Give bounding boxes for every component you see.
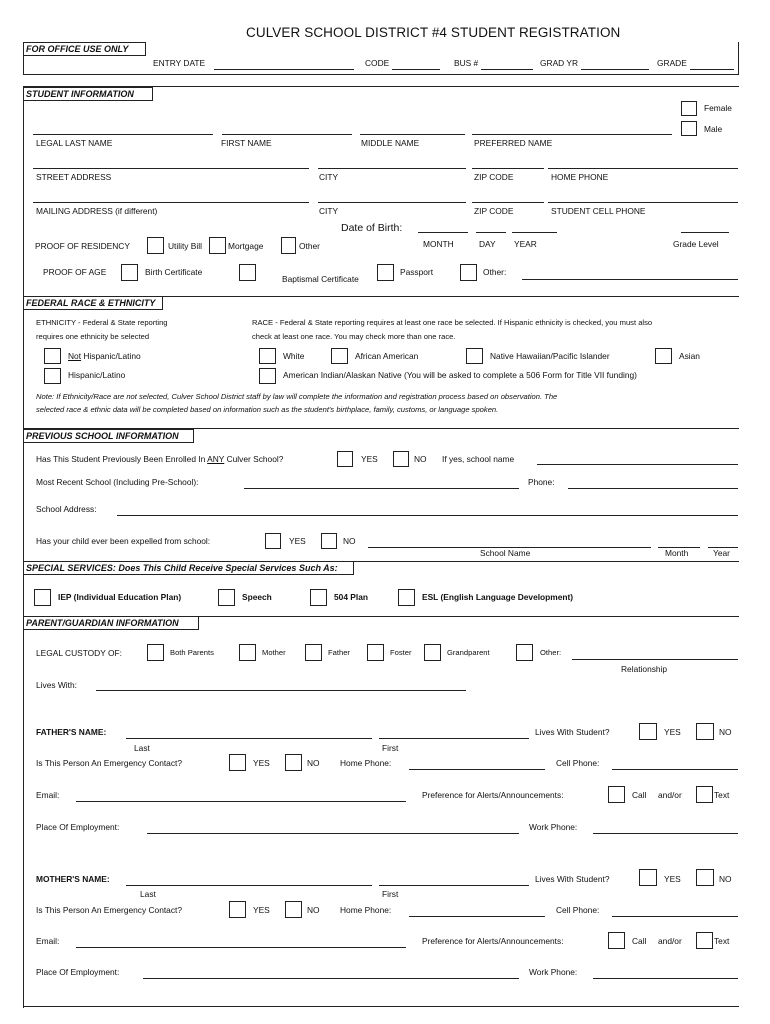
both-parents-checkbox[interactable] [147, 644, 164, 661]
iep-label: IEP (Individual Education Plan) [58, 592, 182, 602]
home-phone-label: HOME PHONE [551, 172, 609, 182]
month-caption: Month [665, 548, 689, 558]
birth-certificate-label: Birth Certificate [145, 267, 203, 277]
race-note-line1: Note: If Ethnicity/Race are not selected, Culver School District staff by law will complete the information and registration process based on observation. The [36, 392, 558, 401]
school-address-field[interactable] [117, 515, 738, 516]
custody-foster-label: Foster [390, 648, 412, 657]
custody-grandparent-label: Grandparent [447, 648, 490, 657]
recent-school-field[interactable] [244, 488, 519, 489]
custody-father-checkbox[interactable] [305, 644, 322, 661]
school-address-label: School Address: [36, 504, 97, 514]
father-email-field[interactable] [76, 801, 406, 802]
office-use-header: FOR OFFICE USE ONLY [23, 42, 146, 56]
father-lives-yes-label: YES [664, 727, 681, 737]
dob-day-label: DAY [479, 239, 496, 249]
relationship-caption: Relationship [621, 664, 668, 674]
hispanic-checkbox[interactable] [44, 368, 61, 384]
father-emergency-label: Is This Person An Emergency Contact? [36, 758, 183, 768]
legal-custody-label: LEGAL CUSTODY OF: [36, 648, 122, 658]
lives-with-field[interactable] [96, 690, 466, 691]
passport-label: Passport [400, 267, 434, 277]
mother-name-label: MOTHER'S NAME: [36, 874, 110, 884]
student-info-header: STUDENT INFORMATION [23, 87, 153, 101]
not-hispanic-label: Not Hispanic/Latino [68, 351, 141, 361]
mother-first-field[interactable] [379, 885, 529, 886]
custody-father-label: Father [328, 648, 350, 657]
custody-mother-checkbox[interactable] [239, 644, 256, 661]
first-name-label: FIRST NAME [221, 138, 272, 148]
father-text-checkbox[interactable] [696, 786, 713, 803]
mailing-address-field[interactable] [33, 202, 309, 203]
native-hawaiian-label: Native Hawaiian/Pacific Islander [490, 351, 610, 361]
race-header: FEDERAL RACE & ETHNICITY [23, 296, 163, 310]
mother-email-label: Email: [36, 936, 60, 946]
asian-label: Asian [679, 351, 700, 361]
age-other-checkbox[interactable] [460, 264, 477, 281]
native-hawaiian-checkbox[interactable] [466, 348, 483, 364]
mother-emergency-no-checkbox[interactable] [285, 901, 302, 918]
father-employment-label: Place Of Employment: [36, 822, 120, 832]
iep-checkbox[interactable] [34, 589, 51, 606]
dob-month-field[interactable] [418, 232, 468, 233]
enrolled-yes-checkbox[interactable] [337, 451, 353, 467]
mother-last-field[interactable] [126, 885, 372, 886]
father-work-phone-label: Work Phone: [529, 822, 578, 832]
school-name-caption: School Name [480, 548, 531, 558]
zip-code2-field[interactable] [472, 202, 544, 203]
legal-last-name-field[interactable] [33, 134, 213, 135]
residency-other-label: Other [299, 241, 320, 251]
male-checkbox[interactable] [681, 121, 697, 136]
mother-work-phone-field[interactable] [593, 978, 738, 979]
lives-with-label: Lives With: [36, 680, 77, 690]
mother-lives-yes-checkbox[interactable] [639, 869, 657, 886]
middle-name-label: MIDDLE NAME [361, 138, 420, 148]
father-home-phone-label: Home Phone: [340, 758, 392, 768]
custody-other-label: Other: [540, 648, 562, 657]
father-first-caption: First [382, 743, 399, 753]
baptismal-label: Baptismal Certificate [282, 274, 359, 284]
hispanic-label: Hispanic/Latino [68, 370, 126, 380]
father-cell-phone-field[interactable] [612, 769, 738, 770]
preferred-name-label: PREFERRED NAME [474, 138, 553, 148]
grad-yr-field[interactable] [581, 69, 649, 70]
custody-other-field[interactable] [572, 659, 738, 660]
mother-lives-no-checkbox[interactable] [696, 869, 714, 886]
african-american-label: African American [355, 351, 419, 361]
mother-home-phone-label: Home Phone: [340, 905, 392, 915]
father-last-caption: Last [134, 743, 150, 753]
year-caption: Year [713, 548, 730, 558]
custody-other-checkbox[interactable] [516, 644, 533, 661]
city-label: CITY [319, 172, 339, 182]
mailing-address-label: MAILING ADDRESS (if different) [36, 206, 158, 216]
speech-checkbox[interactable] [218, 589, 235, 606]
entry-date-field[interactable] [214, 69, 354, 70]
mortgage-checkbox[interactable] [209, 237, 226, 254]
mother-cell-phone-field[interactable] [612, 916, 738, 917]
enrolled-question: Has This Student Previously Been Enrolled In ANY Culver School? [36, 454, 284, 464]
ethnicity-note-2: requires one ethnicity be selected [36, 332, 150, 341]
plan504-checkbox[interactable] [310, 589, 327, 606]
mother-first-caption: First [382, 889, 399, 899]
code-label: CODE [365, 58, 390, 68]
father-home-phone-field[interactable] [409, 769, 545, 770]
form-title: CULVER SCHOOL DISTRICT #4 STUDENT REGISTRATION [246, 25, 621, 40]
recent-phone-label: Phone: [528, 477, 555, 487]
special-services-header: SPECIAL SERVICES: Does This Child Receive Special Services Such As: [23, 561, 354, 575]
mother-employment-label: Place Of Employment: [36, 967, 120, 977]
enrolled-yes-label: YES [361, 454, 378, 464]
mother-text-label: Text [714, 936, 730, 946]
father-lives-with-label: Lives With Student? [535, 727, 610, 737]
expelled-no-checkbox[interactable] [321, 533, 337, 549]
home-phone-field[interactable] [548, 168, 738, 169]
both-parents-label: Both Parents [170, 648, 214, 657]
not-hispanic-checkbox[interactable] [44, 348, 61, 364]
father-andor-label: and/or [658, 790, 682, 800]
code-field[interactable] [392, 69, 440, 70]
city-field[interactable] [318, 168, 466, 169]
bus-field[interactable] [481, 69, 533, 70]
father-text-label: Text [714, 790, 730, 800]
white-label: White [283, 351, 305, 361]
previous-school-header: PREVIOUS SCHOOL INFORMATION [23, 429, 194, 443]
father-emergency-yes-label: YES [253, 758, 270, 768]
race-note-2: check at least one race. You may check more than one race. [252, 332, 456, 341]
american-indian-label: American Indian/Alaskan Native (You will be asked to complete a 506 Form for Title VII funding) [283, 370, 637, 380]
plan504-label: 504 Plan [334, 592, 368, 602]
father-call-checkbox[interactable] [608, 786, 625, 803]
form-bottom-border [23, 1006, 739, 1007]
ethnicity-note-1: ETHNICITY - Federal & State reporting [36, 318, 168, 327]
if-yes-school-field[interactable] [537, 464, 738, 465]
recent-phone-field[interactable] [568, 488, 738, 489]
age-other-label: Other: [483, 267, 507, 277]
american-indian-checkbox[interactable] [259, 368, 276, 384]
city2-label: CITY [319, 206, 339, 216]
mother-emergency-yes-label: YES [253, 905, 270, 915]
mother-call-label: Call [632, 936, 647, 946]
expelled-no-label: NO [343, 536, 356, 546]
father-emergency-no-label: NO [307, 758, 320, 768]
if-yes-label: If yes, school name [442, 454, 515, 464]
mother-email-field[interactable] [76, 947, 406, 948]
preferred-name-field[interactable] [472, 134, 672, 135]
recent-school-label: Most Recent School (Including Pre-School): [36, 477, 199, 487]
mother-lives-no-label: NO [719, 874, 732, 884]
mother-call-checkbox[interactable] [608, 932, 625, 949]
office-box-right [738, 42, 739, 75]
proof-residency-label: PROOF OF RESIDENCY [35, 241, 130, 251]
student-cell-field[interactable] [548, 202, 738, 203]
mother-text-checkbox[interactable] [696, 932, 713, 949]
utility-bill-checkbox[interactable] [147, 237, 164, 254]
city2-field[interactable] [318, 202, 466, 203]
zip-code-label: ZIP CODE [474, 172, 514, 182]
mother-andor-label: and/or [658, 936, 682, 946]
street-address-label: STREET ADDRESS [36, 172, 112, 182]
zip-code2-label: ZIP CODE [474, 206, 514, 216]
dob-month-label: MONTH [423, 239, 454, 249]
mother-cell-phone-label: Cell Phone: [556, 905, 600, 915]
parent-guardian-header: PARENT/GUARDIAN INFORMATION [23, 616, 199, 630]
male-label: Male [704, 124, 723, 134]
white-checkbox[interactable] [259, 348, 276, 364]
enrolled-no-label: NO [414, 454, 427, 464]
father-last-field[interactable] [126, 738, 372, 739]
mother-employment-field[interactable] [143, 978, 519, 979]
custody-foster-checkbox[interactable] [367, 644, 384, 661]
mother-emergency-yes-checkbox[interactable] [229, 901, 246, 918]
esl-label: ESL (English Language Development) [422, 592, 574, 602]
mother-emergency-label: Is This Person An Emergency Contact? [36, 905, 183, 915]
mother-lives-with-label: Lives With Student? [535, 874, 610, 884]
race-note-line2: selected race & ethnic data will be completed based on information such as the student's birthplace, family, customs, or language spoken. [36, 405, 499, 414]
father-lives-no-label: NO [719, 727, 732, 737]
father-employment-field[interactable] [147, 833, 519, 834]
female-checkbox[interactable] [681, 101, 697, 116]
residency-other-checkbox[interactable] [281, 237, 296, 254]
mother-work-phone-label: Work Phone: [529, 967, 578, 977]
dob-day-field[interactable] [476, 232, 506, 233]
mortgage-label: Mortgage [228, 241, 264, 251]
father-cell-phone-label: Cell Phone: [556, 758, 600, 768]
dob-year-field[interactable] [512, 232, 557, 233]
utility-bill-label: Utility Bill [168, 241, 202, 251]
speech-label: Speech [242, 592, 272, 602]
father-lives-yes-checkbox[interactable] [639, 723, 657, 740]
mother-emergency-no-label: NO [307, 905, 320, 915]
mother-home-phone-field[interactable] [409, 916, 545, 917]
father-work-phone-field[interactable] [593, 833, 738, 834]
african-american-checkbox[interactable] [331, 348, 348, 364]
dob-label: Date of Birth: [341, 222, 403, 234]
asian-checkbox[interactable] [655, 348, 672, 364]
female-label: Female [704, 103, 732, 113]
dob-year-label: YEAR [514, 239, 537, 249]
bus-label: BUS # [454, 58, 479, 68]
mother-preference-label: Preference for Alerts/Announcements: [422, 936, 564, 946]
father-preference-label: Preference for Alerts/Announcements: [422, 790, 564, 800]
father-call-label: Call [632, 790, 647, 800]
street-address-field[interactable] [33, 168, 309, 169]
office-box-bottom [23, 74, 739, 75]
race-note-1: RACE - Federal & State reporting requires at least one race be selected. If Hispanic ethnicity is checked, you must also [252, 318, 653, 327]
grade-label: GRADE [657, 58, 687, 68]
baptismal-checkbox[interactable] [239, 264, 256, 281]
esl-checkbox[interactable] [398, 589, 415, 606]
custody-grandparent-checkbox[interactable] [424, 644, 441, 661]
expelled-question: Has your child ever been expelled from school: [36, 536, 211, 546]
form-left-border [23, 86, 24, 1008]
father-emergency-no-checkbox[interactable] [285, 754, 302, 771]
custody-mother-label: Mother [262, 648, 286, 657]
father-email-label: Email: [36, 790, 60, 800]
mother-last-caption: Last [140, 889, 156, 899]
middle-name-field[interactable] [360, 134, 465, 135]
age-other-field[interactable] [522, 279, 738, 280]
passport-checkbox[interactable] [377, 264, 394, 281]
grad-yr-label: GRAD YR [540, 58, 579, 68]
legal-last-name-label: LEGAL LAST NAME [36, 138, 113, 148]
enrolled-no-checkbox[interactable] [393, 451, 409, 467]
proof-age-label: PROOF OF AGE [43, 267, 107, 277]
birth-certificate-checkbox[interactable] [121, 264, 138, 281]
mother-lives-yes-label: YES [664, 874, 681, 884]
grade-level-field[interactable] [681, 232, 729, 233]
father-lives-no-checkbox[interactable] [696, 723, 714, 740]
father-emergency-yes-checkbox[interactable] [229, 754, 246, 771]
expelled-yes-checkbox[interactable] [265, 533, 281, 549]
father-first-field[interactable] [379, 738, 529, 739]
expelled-yes-label: YES [289, 536, 306, 546]
entry-date-label: ENTRY DATE [153, 58, 206, 68]
grade-level-label: Grade Level [673, 239, 719, 249]
student-cell-label: STUDENT CELL PHONE [551, 206, 646, 216]
first-name-field[interactable] [222, 134, 352, 135]
grade-field[interactable] [690, 69, 734, 70]
zip-code-field[interactable] [472, 168, 544, 169]
father-name-label: FATHER'S NAME: [36, 727, 107, 737]
